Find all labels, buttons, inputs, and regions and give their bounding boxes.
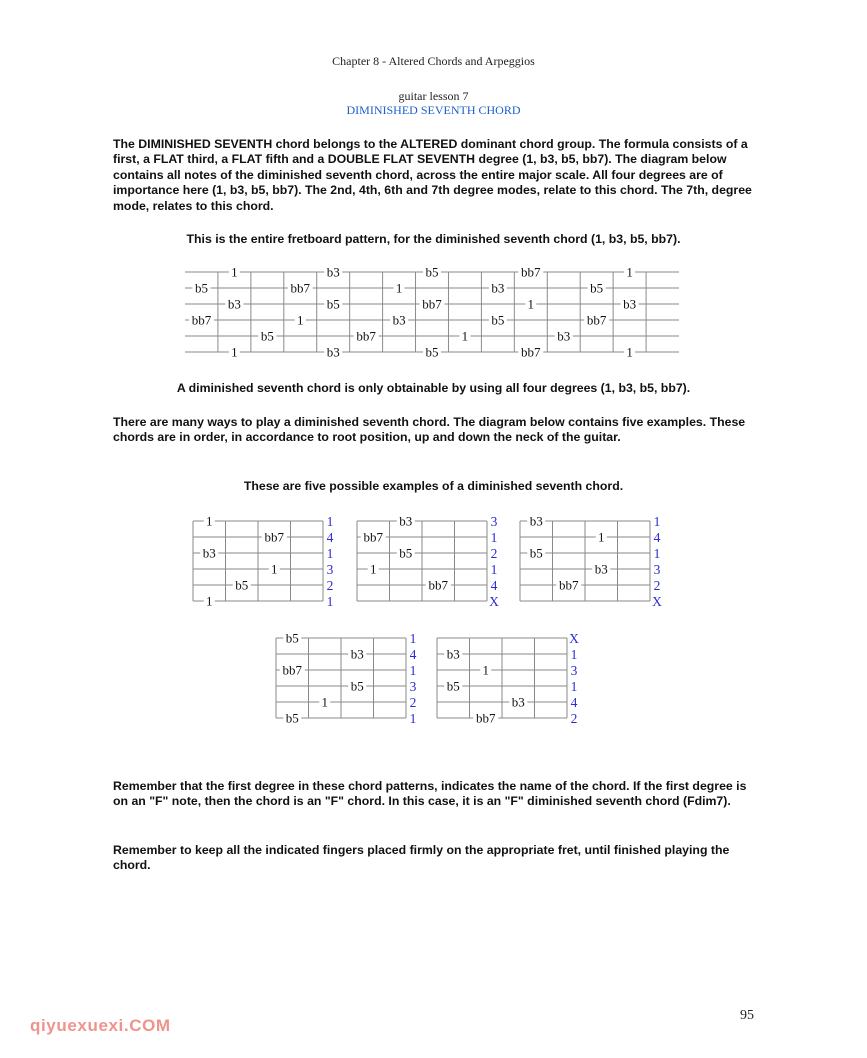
- chord-note-label: 1: [206, 593, 213, 609]
- fretboard-note-label: b5: [491, 312, 505, 328]
- fretboard-note-label: b5: [425, 344, 439, 360]
- chord-note-label: b3: [202, 545, 216, 561]
- fretboard-note-label: bb7: [422, 296, 442, 312]
- chord-note-label: b3: [594, 561, 608, 577]
- fretboard-note-label: bb7: [290, 280, 311, 296]
- finger-number: 2: [490, 546, 498, 561]
- fretboard-note-label: 1: [231, 344, 238, 360]
- chord-note-label: bb7: [476, 710, 496, 726]
- finger-number: 1: [653, 546, 661, 561]
- chord-note-label: 1: [482, 662, 489, 678]
- fretboard-note-label: b3: [623, 296, 637, 312]
- chord-note-label: bb7: [264, 529, 284, 545]
- fretboard-note-label: 1: [527, 296, 535, 312]
- chord-note-label: 1: [321, 694, 328, 710]
- fretboard-note-label: b5: [590, 280, 604, 296]
- lesson-title: DIMINISHED SEVENTH CHORD: [346, 103, 521, 117]
- chord-note-label: b5: [235, 577, 249, 593]
- fretboard-note-label: b3: [326, 264, 340, 280]
- finger-number: 2: [326, 578, 334, 593]
- chord-note-label: b5: [285, 710, 299, 726]
- chord-note-label: b5: [529, 545, 543, 561]
- finger-number: 1: [570, 679, 578, 694]
- fretboard-note-label: b5: [260, 328, 274, 344]
- ways-paragraph: There are many ways to play a diminished seventh chord. The diagram below contains five examples. These chords are in order, in accordance to root position, up and down the neck of the guitar.: [113, 415, 746, 445]
- chord-note-label: bb7: [282, 662, 302, 678]
- chord-note-label: b3: [350, 646, 364, 662]
- fretboard-note-label: b3: [326, 344, 340, 360]
- finger-number: 1: [409, 711, 417, 726]
- fretboard-note-label: 1: [626, 264, 633, 280]
- intro-paragraph: The DIMINISHED SEVENTH chord belongs to the ALTERED dominant chord group. The formula consists of a first, a FLAT third, a FLAT fifth and a DOUBLE FLAT SEVENTH degree (1, b3, b5, bb7). The diagram below contains all notes of the diminished seventh chord, across the entire major scale. All four degrees are of importance here (1, b3, b5, bb7). The 2nd, 4th, 6th and 7th degree modes, relate to this chord. The 7th, degree mode, relates to this chord.: [113, 137, 752, 213]
- fretboard-note-label: b3: [491, 280, 505, 296]
- finger-number: X: [652, 594, 662, 609]
- remember-paragraph-2: Remember to keep all the indicated fingers placed firmly on the appropriate fret, until finished playing the chord.: [113, 843, 730, 873]
- chapter-heading: Chapter 8 - Altered Chords and Arpeggios: [332, 54, 535, 68]
- finger-number: 3: [409, 679, 417, 694]
- chord-note-label: b3: [529, 513, 543, 529]
- chord-note-label: b3: [399, 513, 413, 529]
- finger-number: 4: [409, 647, 417, 662]
- finger-number: 2: [570, 711, 578, 726]
- finger-number: 4: [326, 530, 334, 545]
- finger-number: X: [489, 594, 499, 609]
- finger-number: 1: [490, 530, 498, 545]
- chord-note-label: b5: [285, 630, 299, 646]
- fretboard-note-label: bb7: [356, 328, 376, 344]
- chord-note-label: b5: [350, 678, 364, 694]
- fretboard-note-label: b5: [194, 280, 208, 296]
- chord-note-label: b3: [511, 694, 525, 710]
- fretboard-note-label: bb7: [521, 264, 541, 280]
- fretboard-note-label: 1: [626, 344, 633, 360]
- fretboard-note-label: b3: [557, 328, 571, 344]
- chord-note-label: bb7: [559, 577, 579, 593]
- remember-paragraph-1: Remember that the first degree in these chord patterns, indicates the name of the chord. If the first degree is on an "F" note, then the chord is an "F" chord. In this case, it is an "F" diminished seventh chord (Fdim7).: [113, 779, 747, 809]
- finger-number: 3: [570, 663, 578, 678]
- fretboard-note-label: b3: [227, 296, 241, 312]
- finger-number: 2: [409, 695, 417, 710]
- chord-note-label: b3: [446, 646, 460, 662]
- fretboard-note-label: b3: [392, 312, 406, 328]
- finger-number: 3: [490, 514, 498, 529]
- chord-note-label: 1: [271, 561, 278, 577]
- chord-note-label: 1: [370, 561, 377, 577]
- chord-note-label: b5: [399, 545, 413, 561]
- watermark-logo: qiyuexuexi.COM: [30, 1016, 171, 1035]
- finger-number: 3: [653, 562, 661, 577]
- finger-number: 1: [326, 546, 334, 561]
- fretboard-note-label: b5: [425, 264, 439, 280]
- examples-caption: These are five possible examples of a diminished seventh chord.: [243, 479, 624, 493]
- finger-number: X: [569, 631, 579, 646]
- chord-note-label: 1: [206, 513, 213, 529]
- fretboard-note-label: 1: [395, 280, 403, 296]
- fretboard-note-label: 1: [231, 264, 238, 280]
- page-number: 95: [740, 1008, 754, 1023]
- fretboard-note-label: b5: [326, 296, 340, 312]
- finger-number: 1: [570, 647, 578, 662]
- fretboard-note-label: bb7: [191, 312, 212, 328]
- finger-number: 1: [409, 631, 417, 646]
- fretboard-note-label: 1: [461, 328, 469, 344]
- obtainable-note: A diminished seventh chord is only obtainable by using all four degrees (1, b3, b5, bb7).: [176, 381, 691, 395]
- fretboard-caption: This is the entire fretboard pattern, for the diminished seventh chord (1, b3, b5, bb7).: [186, 232, 681, 246]
- fretboard-note-label: bb7: [586, 312, 607, 328]
- chord-note-label: bb7: [363, 529, 383, 545]
- finger-number: 1: [326, 514, 334, 529]
- finger-number: 4: [653, 530, 661, 545]
- finger-number: 4: [570, 695, 578, 710]
- finger-number: 3: [326, 562, 334, 577]
- finger-number: 1: [653, 514, 661, 529]
- finger-number: 2: [653, 578, 661, 593]
- finger-number: 1: [490, 562, 498, 577]
- chord-note-label: bb7: [428, 577, 448, 593]
- chord-note-label: b5: [446, 678, 460, 694]
- lesson-number: guitar lesson 7: [398, 89, 469, 103]
- chord-note-label: 1: [598, 529, 605, 545]
- finger-number: 1: [409, 663, 417, 678]
- fretboard-note-label: bb7: [521, 344, 541, 360]
- finger-number: 1: [326, 594, 334, 609]
- finger-number: 4: [490, 578, 498, 593]
- fretboard-note-label: 1: [297, 312, 304, 328]
